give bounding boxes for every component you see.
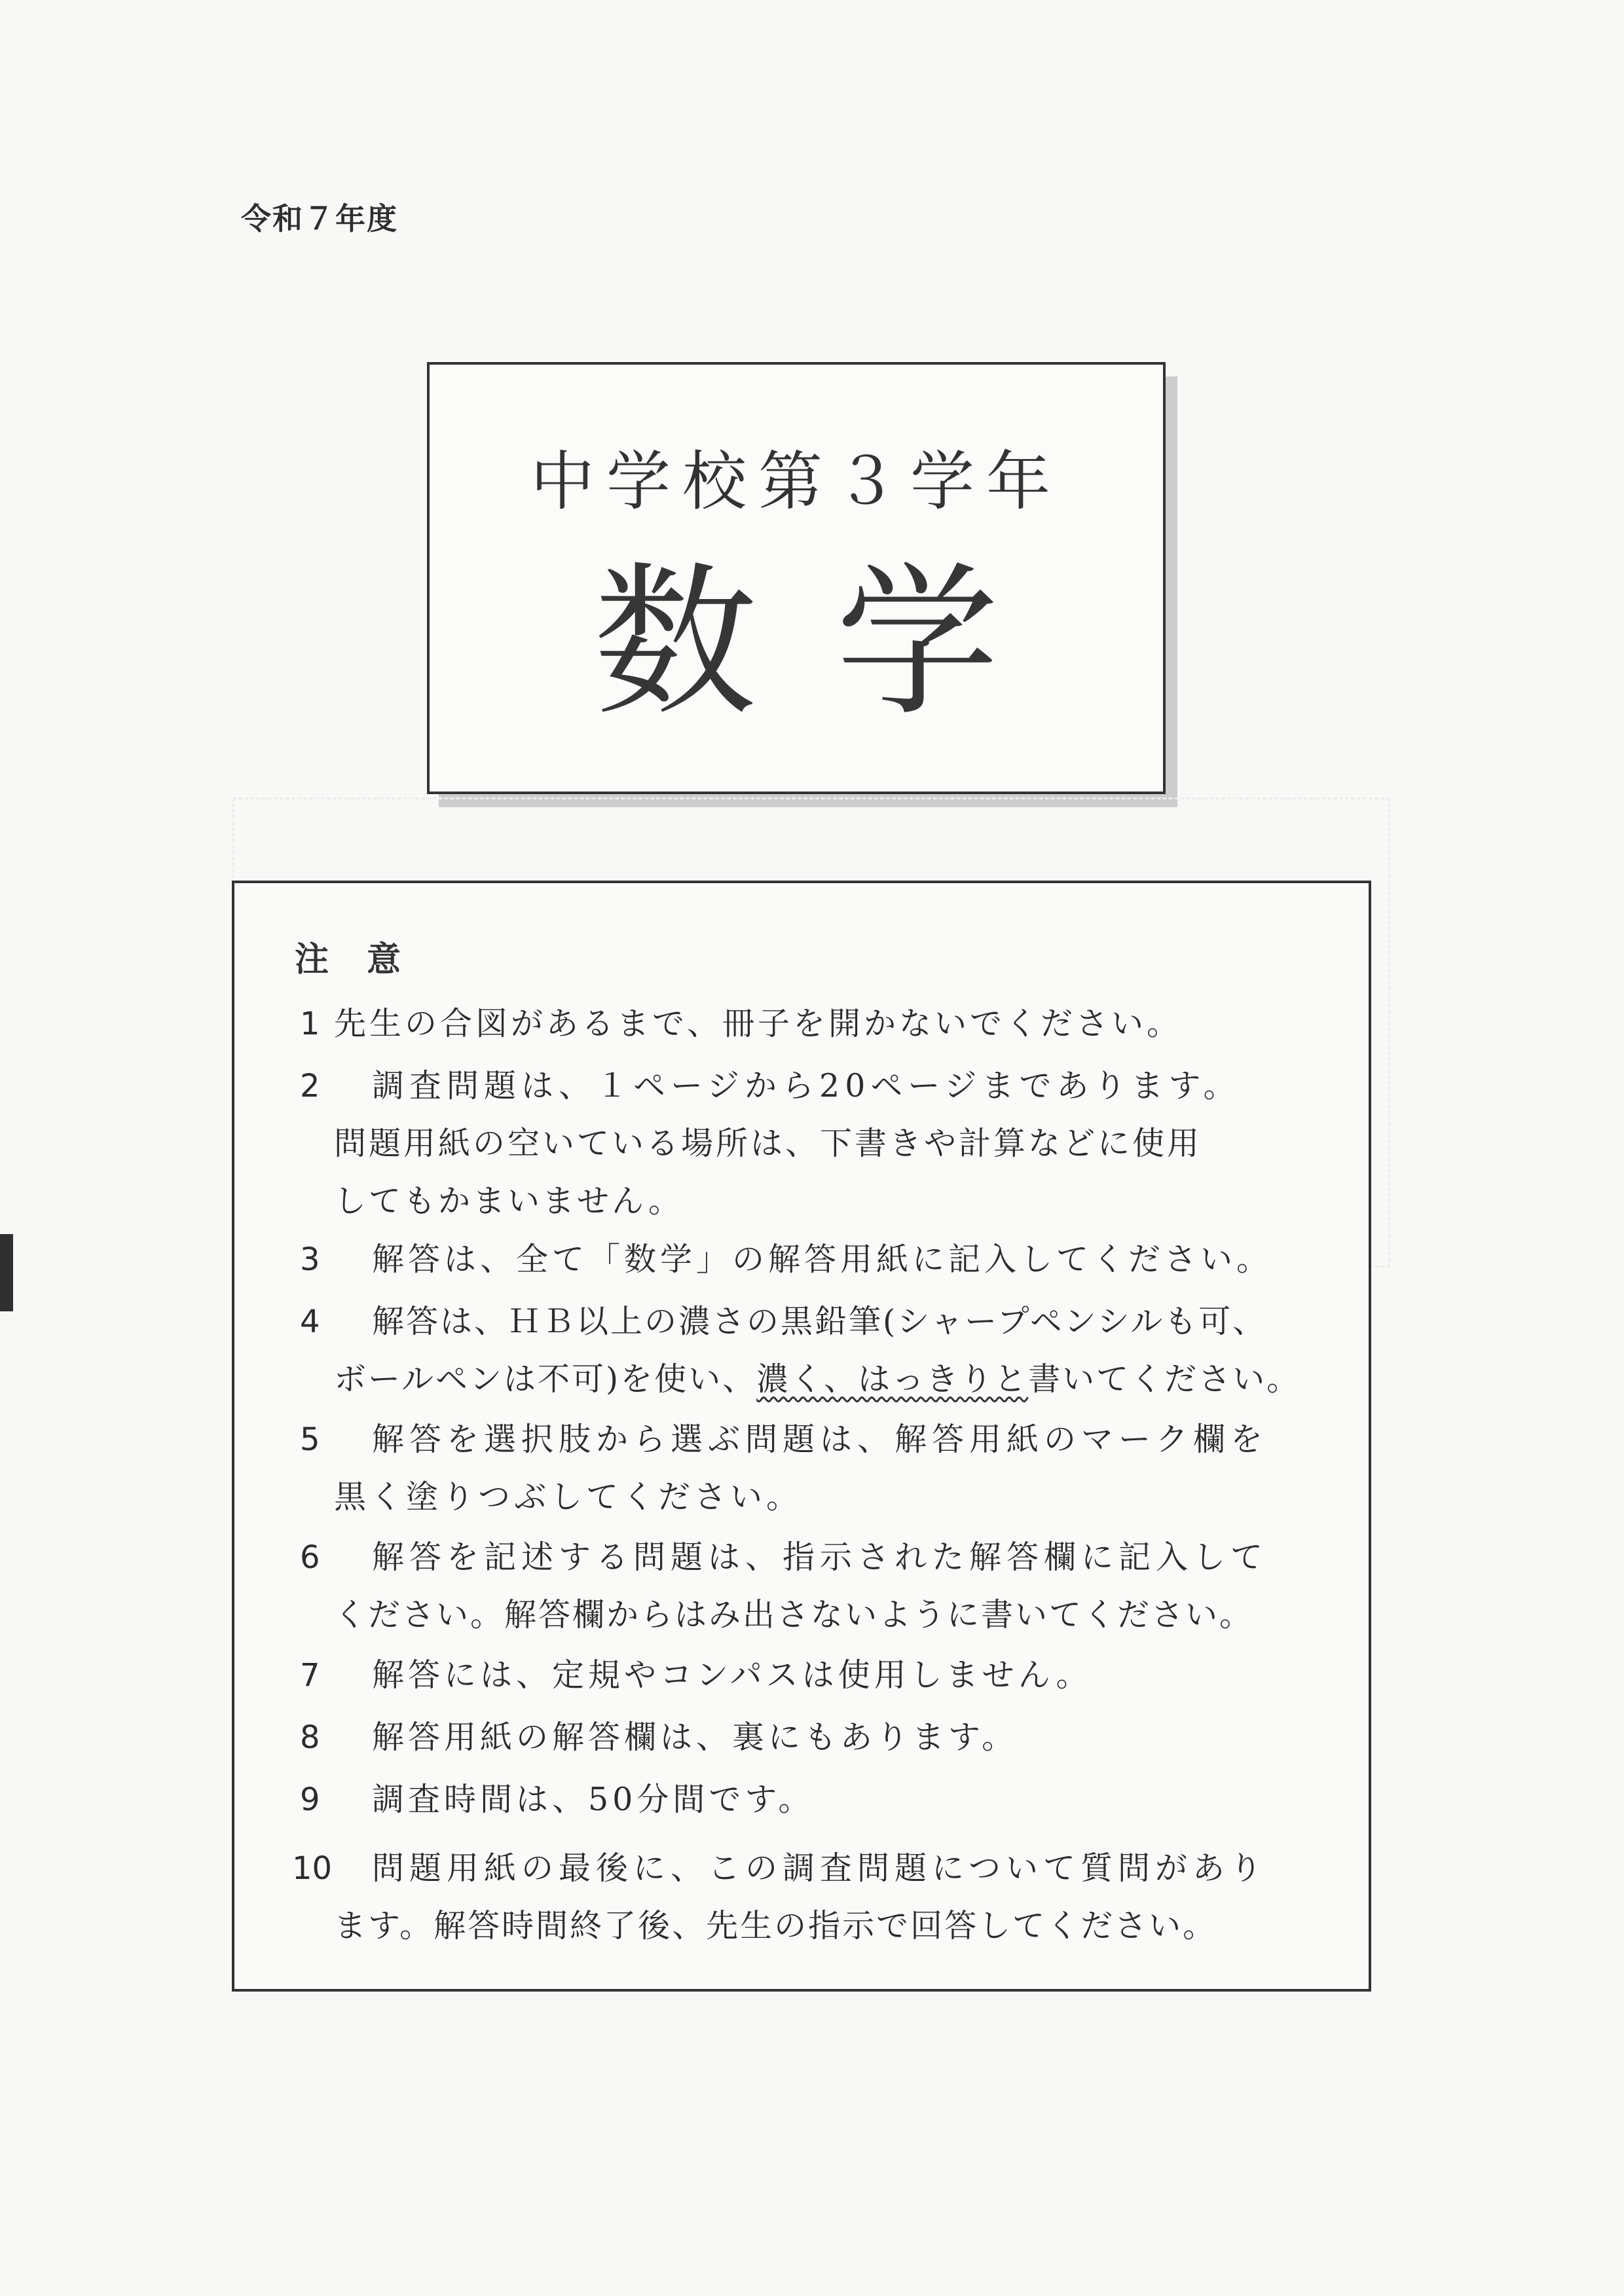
notice-item-5 — [234, 1410, 1374, 1541]
item-number: 5 — [300, 1421, 320, 1458]
notice-item-6 — [234, 1528, 1374, 1659]
item-number: 4 — [300, 1303, 320, 1340]
item-text: 解答は、全て「数学」の解答用紙に記入してください。 — [372, 1241, 1273, 1278]
notice-item-4 — [234, 1292, 1374, 1423]
item-number: 7 — [300, 1657, 320, 1694]
fiscal-year-label: 令和７年度 — [241, 201, 398, 236]
item-text: 調査問題は、１ページから20ページまであります。 — [372, 1067, 1241, 1104]
item-text-last-line — [334, 1350, 1301, 1409]
subject-title: 数学 — [593, 547, 1078, 738]
item-text: ボールペンは不可)を使い、 — [334, 1360, 757, 1398]
item-text: 書いてください。 — [1028, 1360, 1301, 1398]
emphasis-text: 濃く、はっきりと — [756, 1360, 1029, 1398]
item-number: 1 — [300, 1006, 320, 1042]
item-text: 問題用紙の最後に、この調査問題について質問があり — [372, 1850, 1268, 1887]
item-text: 先生の合図があるまで、冊子を開かないでください。 — [334, 1005, 1183, 1042]
item-text: 解答には、定規やコンパスは使用しません。 — [372, 1656, 1092, 1694]
item-text: 解答を選択肢から選ぶ問題は、解答用紙のマーク欄を — [372, 1421, 1268, 1458]
item-text: 問題用紙の空いている場所は、下書きや計算などに使用 — [334, 1125, 1202, 1162]
notice-heading: 注意 — [295, 940, 439, 979]
binding-edge-mark — [0, 1234, 13, 1311]
item-text: 解答用紙の解答欄は、裏にもあります。 — [372, 1719, 1018, 1756]
notice-item-10 — [234, 1839, 1374, 1970]
notice-box — [232, 881, 1371, 1992]
item-number: 10 — [292, 1850, 333, 1887]
item-number: 8 — [300, 1719, 320, 1756]
item-text: 黒く塗りつぶしてください。 — [334, 1478, 803, 1516]
item-number: 9 — [300, 1781, 320, 1818]
item-number: 6 — [300, 1539, 320, 1576]
item-text: 解答は、ＨＢ以上の濃さの黒鉛筆(シャープペンシルも可、 — [372, 1303, 1267, 1340]
item-text: 調査時間は、50分間です。 — [372, 1781, 815, 1818]
item-text: ください。解答欄からはみ出さないように書いてください。 — [334, 1596, 1254, 1633]
title-box — [427, 362, 1166, 794]
item-text: ます。解答時間終了後、先生の指示で回答してください。 — [334, 1907, 1217, 1944]
grade-title: 中学校第３学年 — [530, 445, 1062, 519]
notice-item-2 — [234, 1057, 1374, 1220]
item-text: してもかまいません。 — [334, 1182, 683, 1220]
item-text: 解答を記述する問題は、指示された解答欄に記入して — [372, 1539, 1268, 1576]
item-number: 2 — [300, 1068, 320, 1104]
item-number: 3 — [300, 1241, 320, 1278]
